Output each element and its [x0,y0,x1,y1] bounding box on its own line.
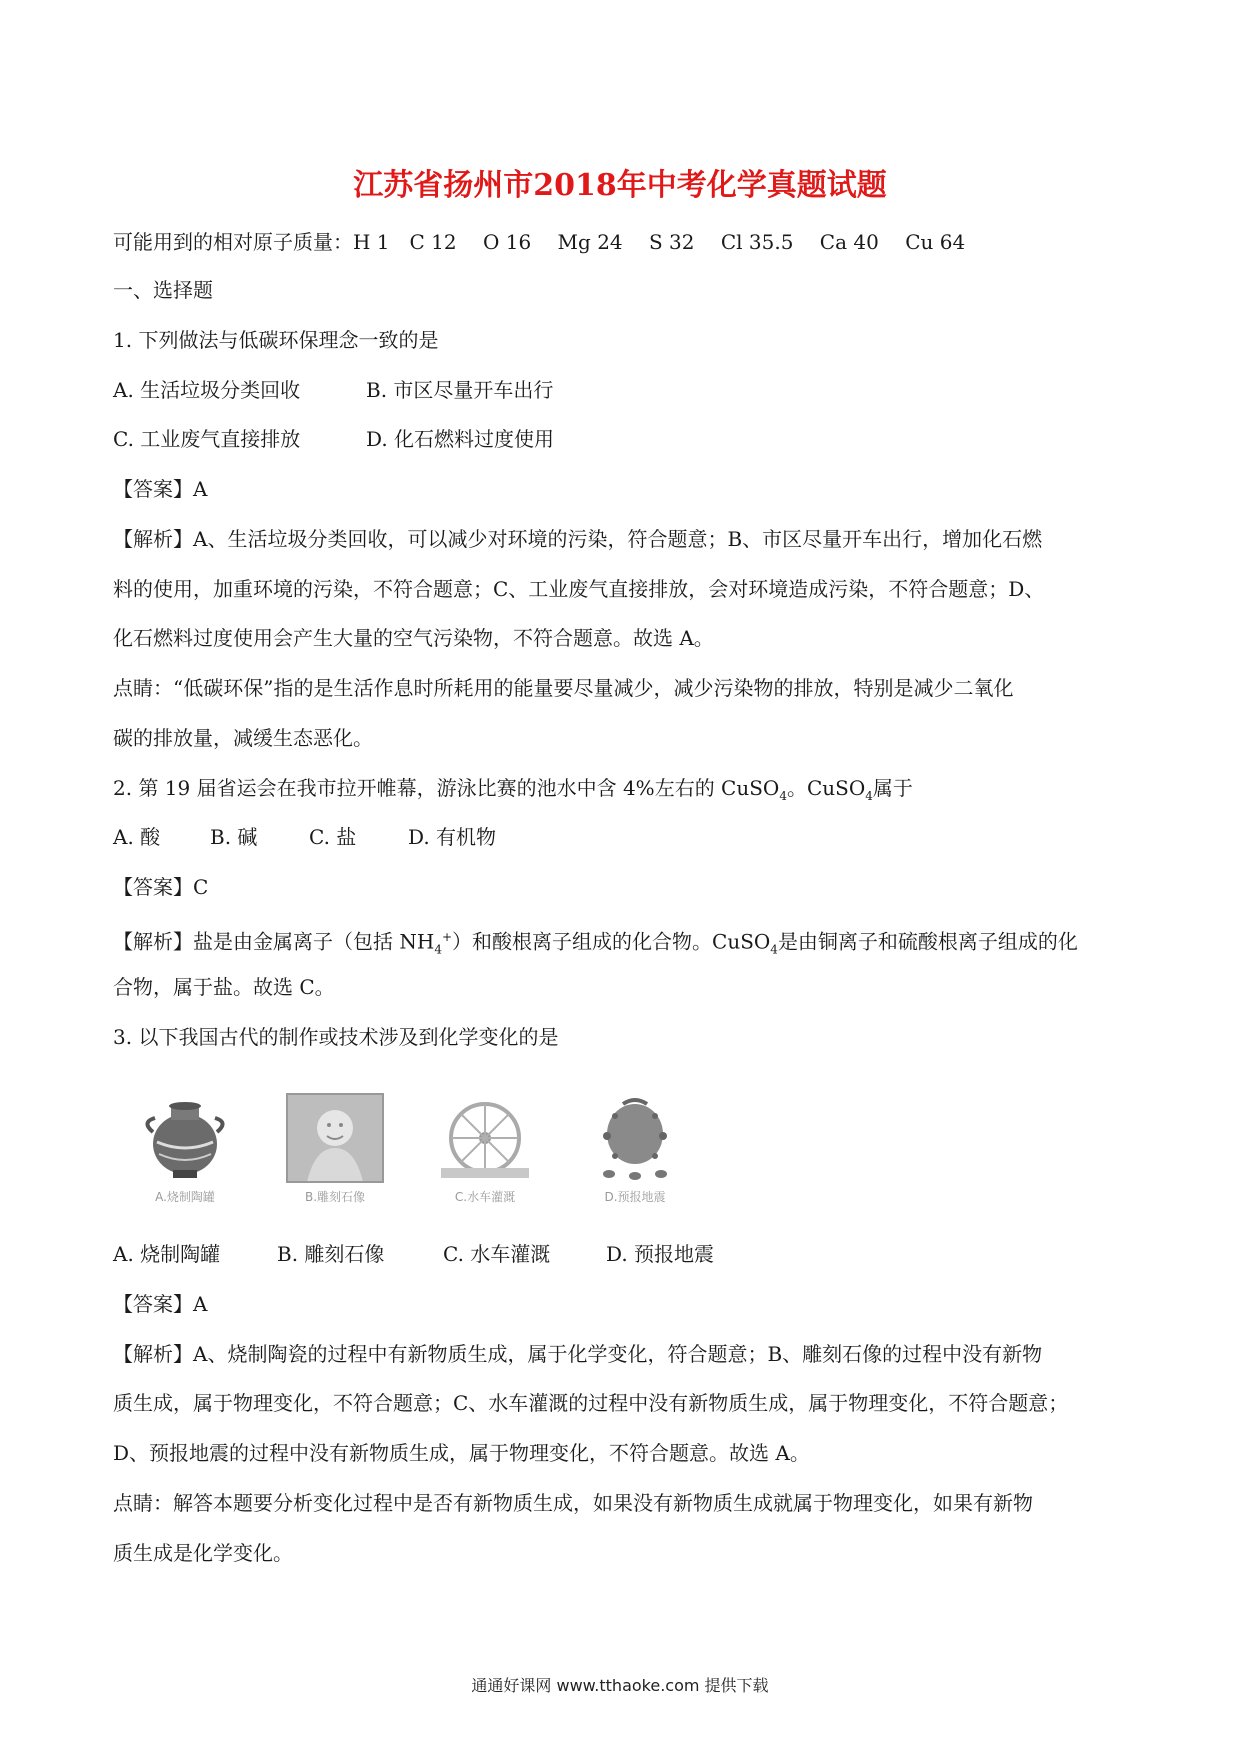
figure-pottery [135,1092,235,1212]
q3-options [113,1239,1133,1269]
q2-stem-text: 2. 第 19 届省运会在我市拉开帷幕，游泳比赛的池水中含 4%左右的 CuSO [113,776,780,800]
q2-nh4-subscript: 4 [434,942,442,957]
section-heading: 一、选择题 [113,278,213,302]
q2-nh4-superscript: + [441,930,453,944]
q1-options-row2 [113,424,1133,454]
q2-option-c: C. 盐 [309,825,357,849]
q2-option-b: B. 碱 [210,825,258,849]
q1-option-d: D. 化石燃料过度使用 [366,427,555,451]
q3-analysis-line2: 质生成，属于物理变化，不符合题意；C、水车灌溉的过程中没有新物质生成，属于物理变化，不符合题意； [113,1391,1069,1415]
q3-stem: 3. 以下我国古代的制作或技术涉及到化学变化的是 [113,1025,559,1049]
pottery-jar-image [135,1092,235,1184]
q2-stem-text-b: 。CuSO [786,776,866,800]
q1-option-b: B. 市区尽量开车出行 [366,378,554,402]
seismograph-image [585,1092,685,1184]
q3-option-d: D. 预报地震 [606,1242,715,1266]
q3-option-c: C. 水车灌溉 [443,1242,551,1266]
q2-option-a: A. 酸 [113,825,161,849]
q3-tip-line1: 点睛：解答本题要分析变化过程中是否有新物质生成，如果没有新物质生成就属于物理变化，如果有新物 [113,1491,1033,1515]
figure-seismograph [585,1092,685,1212]
waterwheel-image [435,1092,535,1184]
stone-statue-image [285,1092,385,1184]
page-title: 江苏省扬州市2018年中考化学真题试题 [353,168,887,203]
q2-stem-text-c: 属于 [872,776,913,800]
q2-subscript-2: 4 [865,789,873,803]
q3-figures [135,1092,695,1212]
q2-option-d: D. 有机物 [408,825,497,849]
q3-answer: 【答案】A [113,1292,208,1316]
figure-statue [285,1092,385,1212]
q1-analysis-line2: 料的使用，加重环境的污染，不符合题意；C、工业废气直接排放，会对环境造成污染，不符合题意；D、 [113,577,1045,601]
q2-options [113,822,1133,852]
page-footer[interactable]: 通通好课网 www.tthaoke.com 提供下载 [471,1676,769,1695]
atomic-masses: 可能用到的相对原子质量：H 1 C 12 O 16 Mg 24 S 32 Cl 35.5 Ca 40 Cu 64 [113,230,966,254]
q1-tip-line1: 点睛：“低碳环保”指的是生活作息时所耗用的能量要尽量减少，减少污染物的排放，特别是减少二氧化 [113,676,1014,700]
q1-answer: 【答案】A [113,477,208,501]
q1-stem: 1. 下列做法与低碳环保理念一致的是 [113,328,439,352]
q1-option-c: C. 工业废气直接排放 [113,427,301,451]
q2-answer: 【答案】C [113,875,209,899]
q1-analysis-line1: 【解析】A、生活垃圾分类回收，可以减少对环境的污染，符合题意；B、市区尽量开车出行，增加化石燃 [113,527,1043,551]
q1-analysis-line3: 化石燃料过度使用会产生大量的空气污染物，不符合题意。故选 A。 [113,626,714,650]
q3-analysis-line3: D、预报地震的过程中没有新物质生成，属于物理变化，不符合题意。故选 A。 [113,1441,810,1465]
figure-caption-c: C.水车灌溉 [454,1190,516,1204]
q2-analysis-text-c: 是由铜离子和硫酸根离子组成的化 [777,929,1078,954]
q2-stem [113,773,1133,811]
q2-analysis-line1 [113,922,1133,965]
q3-option-a: A. 烧制陶罐 [113,1242,221,1266]
q2-analysis-text-b: ）和酸根离子组成的化合物。CuSO [452,929,771,954]
q3-analysis-line1: 【解析】A、烧制陶瓷的过程中有新物质生成，属于化学变化，符合题意；B、雕刻石像的过程中没有新物 [113,1342,1043,1366]
q1-options-row1 [113,375,1133,405]
q3-tip-line2: 质生成是化学变化。 [113,1541,293,1565]
q2-analysis-line2: 合物，属于盐。故选 C。 [113,975,335,999]
q2-cuso4-subscript: 4 [770,942,778,957]
figure-caption-d: D.预报地震 [604,1190,666,1204]
figure-caption-b: B.雕刻石像 [304,1190,366,1204]
figure-waterwheel [435,1092,535,1212]
q1-option-a: A. 生活垃圾分类回收 [113,378,301,402]
q2-analysis-text-a: 【解析】盐是由金属离子（包括 NH [113,929,435,954]
figure-caption-a: A.烧制陶罐 [155,1190,215,1204]
q3-option-b: B. 雕刻石像 [277,1242,385,1266]
q1-tip-line2: 碳的排放量，减缓生态恶化。 [113,726,373,750]
q2-subscript: 4 [779,789,787,803]
